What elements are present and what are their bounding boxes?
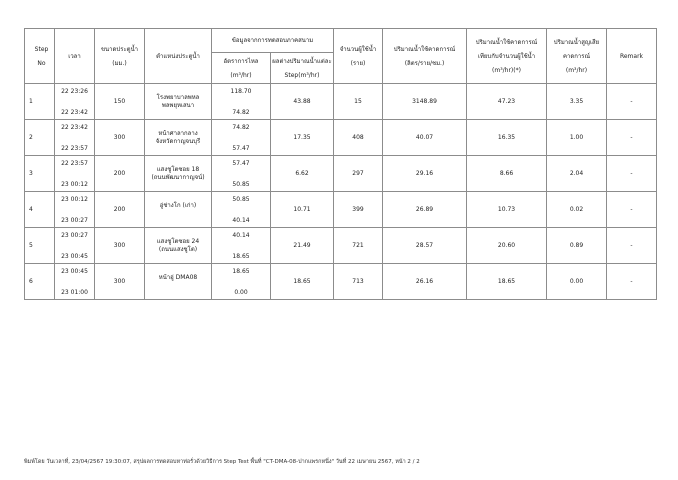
usage-compare: 47.23 (467, 84, 547, 120)
header-flow-diff: ผลต่างปริมาณน้ำแต่ละ Step(m³/hr) (271, 53, 334, 84)
remark: - (607, 264, 657, 300)
flow-diff: 21.49 (271, 228, 334, 264)
usage-compare: 18.65 (467, 264, 547, 300)
pipe-size: 200 (95, 192, 145, 228)
step-test-table (24, 28, 657, 300)
usage-compare: 16.35 (467, 120, 547, 156)
flow-rate-cell: 118.70 74.82 (212, 84, 271, 120)
flow-rate-cell: 57.47 50.85 (212, 156, 271, 192)
table-row (25, 228, 657, 264)
pipe-size: 300 (95, 120, 145, 156)
flow-rate-cell: 50.85 40.14 (212, 192, 271, 228)
header-field-group: ข้อมูลจากการทดสอบภาคสนาม (212, 29, 334, 53)
flow-rate-cell: 40.14 18.65 (212, 228, 271, 264)
time-cell: 22 23:26 22 23:42 (55, 84, 95, 120)
time-cell: 22 23:42 22 23:57 (55, 120, 95, 156)
header-step: Step No (25, 29, 55, 84)
location-cell: แสงชูโตซอย 24 (ถนนแสงชูโต) (145, 228, 212, 264)
step-no: 1 (25, 84, 55, 120)
usage-compare: 20.60 (467, 228, 547, 264)
header-users: จำนวนผู้ใช้น้ำ (ราย) (334, 29, 383, 84)
header-flow-rate: อัตราการไหล (m³/hr) (212, 53, 271, 84)
usage-estimate: 40.07 (383, 120, 467, 156)
header-usage: ปริมาณน้ำใช้คาดการณ์ (ลิตร/ราย/ชม.) (383, 29, 467, 84)
time-cell: 22 23:57 23 00:12 (55, 156, 95, 192)
location-cell: หน้าอู่ DMA08 (145, 264, 212, 300)
pipe-size: 200 (95, 156, 145, 192)
user-count: 297 (334, 156, 383, 192)
user-count: 408 (334, 120, 383, 156)
step-no: 2 (25, 120, 55, 156)
flow-diff: 17.35 (271, 120, 334, 156)
usage-estimate: 3148.89 (383, 84, 467, 120)
step-no: 6 (25, 264, 55, 300)
header-remark: Remark (607, 29, 657, 84)
table-row (25, 84, 657, 120)
usage-estimate: 28.57 (383, 228, 467, 264)
step-no: 4 (25, 192, 55, 228)
time-cell: 23 00:27 23 00:45 (55, 228, 95, 264)
step-no: 5 (25, 228, 55, 264)
table-row (25, 264, 657, 300)
user-count: 721 (334, 228, 383, 264)
user-count: 713 (334, 264, 383, 300)
header-location: ตำแหน่งประตูน้ำ (145, 29, 212, 84)
table-row (25, 120, 657, 156)
user-count: 399 (334, 192, 383, 228)
usage-compare: 8.66 (467, 156, 547, 192)
remark: - (607, 120, 657, 156)
flow-rate-cell: 18.65 0.00 (212, 264, 271, 300)
header-pipe-size: ขนาดประตูน้ำ (มม.) (95, 29, 145, 84)
flow-diff: 18.65 (271, 264, 334, 300)
loss-estimate: 0.02 (547, 192, 607, 228)
flow-diff: 43.88 (271, 84, 334, 120)
print-footer: พิมพ์โดย วันเวลาที่, 23/04/2567 19:30:07, สรุปผลการทดสอบหาท่อรั่วด้วยวิธีการ Step Test พื้นที่ "CT-DMA-08-ปากแพรกหนึ่ง" วันที่ 22 เมษายน 2567, หน้า 2 / 2 (24, 459, 420, 465)
location-cell: หน้าศาลากลาง จังหวัดกาญจนบุรี (145, 120, 212, 156)
pipe-size: 150 (95, 84, 145, 120)
usage-estimate: 26.16 (383, 264, 467, 300)
loss-estimate: 1.00 (547, 120, 607, 156)
usage-compare: 10.73 (467, 192, 547, 228)
loss-estimate: 3.35 (547, 84, 607, 120)
time-cell: 23 00:45 23 01:00 (55, 264, 95, 300)
flow-diff: 10.71 (271, 192, 334, 228)
remark: - (607, 228, 657, 264)
remark: - (607, 192, 657, 228)
table-row (25, 156, 657, 192)
remark: - (607, 84, 657, 120)
location-cell: โรงพยาบาลพหล พลพยุหเสนา (145, 84, 212, 120)
usage-estimate: 29.16 (383, 156, 467, 192)
header-time: เวลา (55, 29, 95, 84)
header-loss: ปริมาณน้ำสูญเสีย คาดการณ์ (m³/hr) (547, 29, 607, 84)
loss-estimate: 0.00 (547, 264, 607, 300)
pipe-size: 300 (95, 264, 145, 300)
location-cell: อู่ช่างโก (เก่า) (145, 192, 212, 228)
loss-estimate: 0.89 (547, 228, 607, 264)
table-row (25, 192, 657, 228)
user-count: 15 (334, 84, 383, 120)
pipe-size: 300 (95, 228, 145, 264)
flow-rate-cell: 74.82 57.47 (212, 120, 271, 156)
step-no: 3 (25, 156, 55, 192)
usage-estimate: 26.89 (383, 192, 467, 228)
flow-diff: 6.62 (271, 156, 334, 192)
header-usage-compare: ปริมาณน้ำใช้คาดการณ์ เทียบกับจำนวนผู้ใช้น้ำ (m³/hr)(*) (467, 29, 547, 84)
loss-estimate: 2.04 (547, 156, 607, 192)
location-cell: แสงชูโตซอย 18 (ถนนพัฒนากาญจน์) (145, 156, 212, 192)
time-cell: 23 00:12 23 00:27 (55, 192, 95, 228)
remark: - (607, 156, 657, 192)
